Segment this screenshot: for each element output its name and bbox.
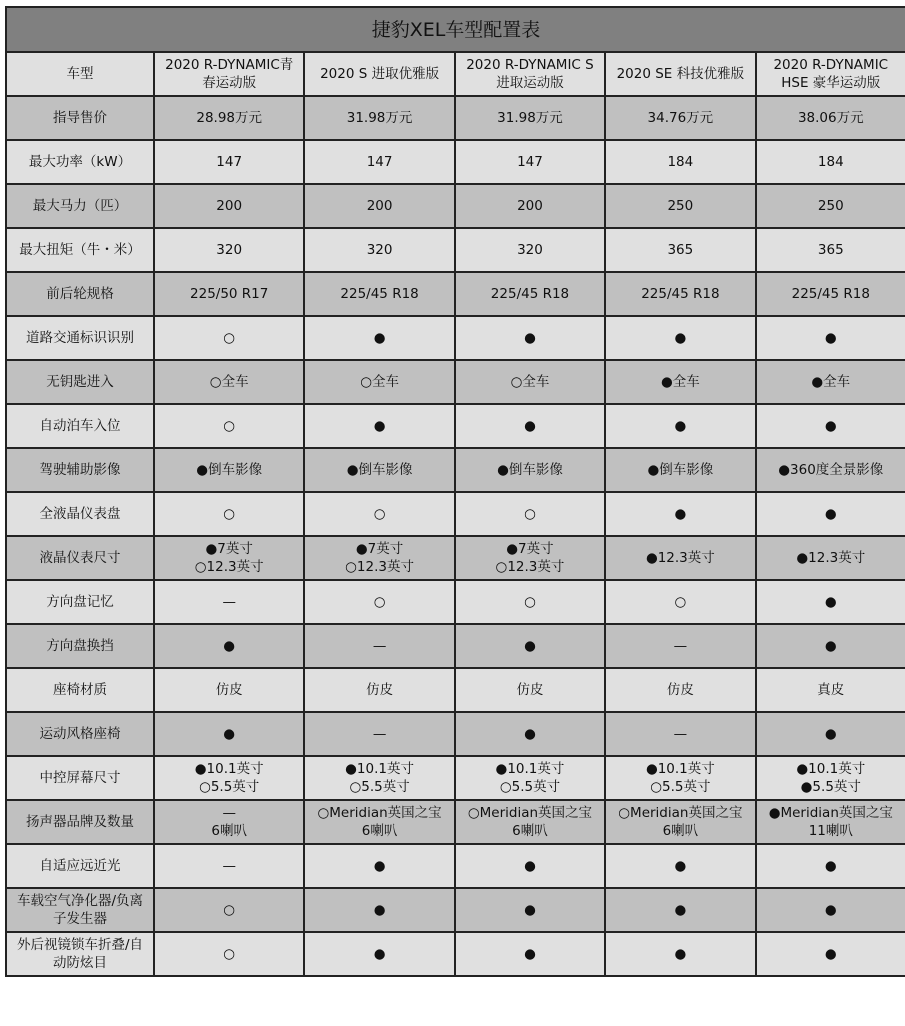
- header-label: 车型: [6, 52, 154, 96]
- cell-value: — 6喇叭: [154, 800, 304, 844]
- row-label: 方向盘记忆: [6, 580, 154, 624]
- cell-value: ●: [455, 404, 605, 448]
- cell-value: 184: [605, 140, 755, 184]
- cell-value: ●: [605, 844, 755, 888]
- cell-value: ●倒车影像: [605, 448, 755, 492]
- cell-value: ●: [756, 888, 905, 932]
- cell-value: ●倒车影像: [455, 448, 605, 492]
- table-row: [6, 756, 905, 800]
- cell-value: 31.98万元: [455, 96, 605, 140]
- cell-value: 147: [304, 140, 454, 184]
- cell-value: ●: [756, 624, 905, 668]
- cell-value: ○全车: [455, 360, 605, 404]
- cell-value: ●: [304, 932, 454, 976]
- cell-value: 225/45 R18: [304, 272, 454, 316]
- cell-value: ●: [756, 404, 905, 448]
- cell-value: 200: [154, 184, 304, 228]
- cell-value: 仿皮: [304, 668, 454, 712]
- cell-value: —: [304, 712, 454, 756]
- table-row: [6, 448, 905, 492]
- cell-value: ○全车: [304, 360, 454, 404]
- model-header: 2020 R-DYNAMIC S 进取运动版: [455, 52, 605, 96]
- cell-value: ●: [304, 404, 454, 448]
- cell-value: 38.06万元: [756, 96, 905, 140]
- header-row: [6, 52, 905, 96]
- row-label: 全液晶仪表盘: [6, 492, 154, 536]
- cell-value: ●7英寸 ○12.3英寸: [154, 536, 304, 580]
- row-label: 道路交通标识识别: [6, 316, 154, 360]
- cell-value: 仿皮: [154, 668, 304, 712]
- cell-value: ○: [154, 932, 304, 976]
- cell-value: ●: [756, 844, 905, 888]
- cell-value: ○: [304, 492, 454, 536]
- cell-value: ●10.1英寸 ●5.5英寸: [756, 756, 905, 800]
- row-label: 座椅材质: [6, 668, 154, 712]
- table-row: [6, 228, 905, 272]
- table-row: [6, 844, 905, 888]
- cell-value: 147: [455, 140, 605, 184]
- cell-value: ○: [455, 580, 605, 624]
- cell-value: ●12.3英寸: [756, 536, 905, 580]
- cell-value: ●: [605, 404, 755, 448]
- cell-value: ●: [756, 712, 905, 756]
- row-label: 驾驶辅助影像: [6, 448, 154, 492]
- cell-value: 320: [455, 228, 605, 272]
- cell-value: —: [154, 580, 304, 624]
- cell-value: ●: [756, 580, 905, 624]
- row-label: 最大扭矩（牛・米）: [6, 228, 154, 272]
- row-label: 外后视镜锁车折叠/自 动防炫目: [6, 932, 154, 976]
- table-row: [6, 888, 905, 932]
- cell-value: 200: [455, 184, 605, 228]
- cell-value: ○Meridian英国之宝 6喇叭: [455, 800, 605, 844]
- cell-value: 34.76万元: [605, 96, 755, 140]
- model-header: 2020 S 进取优雅版: [304, 52, 454, 96]
- cell-value: ○: [154, 316, 304, 360]
- cell-value: ●10.1英寸 ○5.5英寸: [304, 756, 454, 800]
- cell-value: ○: [154, 888, 304, 932]
- cell-value: 225/45 R18: [756, 272, 905, 316]
- cell-value: ●: [455, 844, 605, 888]
- cell-value: ●: [304, 888, 454, 932]
- cell-value: —: [605, 624, 755, 668]
- table-row: [6, 404, 905, 448]
- cell-value: ●: [455, 624, 605, 668]
- cell-value: 184: [756, 140, 905, 184]
- cell-value: ●: [605, 888, 755, 932]
- table-row: [6, 712, 905, 756]
- row-label: 前后轮规格: [6, 272, 154, 316]
- cell-value: ○: [154, 404, 304, 448]
- cell-value: ●倒车影像: [304, 448, 454, 492]
- cell-value: ●: [455, 316, 605, 360]
- table-row: [6, 800, 905, 844]
- cell-value: ●10.1英寸 ○5.5英寸: [605, 756, 755, 800]
- cell-value: ●: [455, 888, 605, 932]
- cell-value: ○Meridian英国之宝 6喇叭: [304, 800, 454, 844]
- table-row: [6, 492, 905, 536]
- cell-value: 仿皮: [455, 668, 605, 712]
- cell-value: ●7英寸 ○12.3英寸: [304, 536, 454, 580]
- cell-value: 真皮: [756, 668, 905, 712]
- model-header: 2020 R-DYNAMIC青 春运动版: [154, 52, 304, 96]
- table-title: 捷豹XEL车型配置表: [6, 7, 905, 52]
- row-label: 指导售价: [6, 96, 154, 140]
- cell-value: 250: [605, 184, 755, 228]
- cell-value: ●: [605, 316, 755, 360]
- row-label: 无钥匙进入: [6, 360, 154, 404]
- cell-value: ●12.3英寸: [605, 536, 755, 580]
- row-label: 中控屏幕尺寸: [6, 756, 154, 800]
- table-row: [6, 668, 905, 712]
- table-row: [6, 624, 905, 668]
- cell-value: 200: [304, 184, 454, 228]
- cell-value: —: [154, 844, 304, 888]
- row-label: 液晶仪表尺寸: [6, 536, 154, 580]
- cell-value: ●: [304, 316, 454, 360]
- cell-value: ●: [154, 624, 304, 668]
- row-label: 扬声器品牌及数量: [6, 800, 154, 844]
- table-row: [6, 316, 905, 360]
- cell-value: 147: [154, 140, 304, 184]
- cell-value: ●: [304, 844, 454, 888]
- cell-value: 320: [304, 228, 454, 272]
- title-row: [6, 7, 905, 52]
- cell-value: ●: [756, 932, 905, 976]
- row-label: 方向盘换挡: [6, 624, 154, 668]
- cell-value: ●倒车影像: [154, 448, 304, 492]
- cell-value: —: [304, 624, 454, 668]
- cell-value: —: [605, 712, 755, 756]
- row-label: 车载空气净化器/负离 子发生器: [6, 888, 154, 932]
- cell-value: 320: [154, 228, 304, 272]
- row-label: 最大功率（kW）: [6, 140, 154, 184]
- cell-value: ●360度全景影像: [756, 448, 905, 492]
- cell-value: 仿皮: [605, 668, 755, 712]
- cell-value: 365: [605, 228, 755, 272]
- cell-value: ●Meridian英国之宝 11喇叭: [756, 800, 905, 844]
- cell-value: ●10.1英寸 ○5.5英寸: [154, 756, 304, 800]
- model-header: 2020 SE 科技优雅版: [605, 52, 755, 96]
- row-label: 自适应远近光: [6, 844, 154, 888]
- cell-value: ○: [154, 492, 304, 536]
- cell-value: ●全车: [605, 360, 755, 404]
- cell-value: 225/50 R17: [154, 272, 304, 316]
- table-row: [6, 184, 905, 228]
- table-row: [6, 580, 905, 624]
- cell-value: ●全车: [756, 360, 905, 404]
- table-row: [6, 360, 905, 404]
- table-row: [6, 536, 905, 580]
- table-row: [6, 140, 905, 184]
- cell-value: 250: [756, 184, 905, 228]
- row-label: 运动风格座椅: [6, 712, 154, 756]
- cell-value: 225/45 R18: [455, 272, 605, 316]
- cell-value: ●: [605, 492, 755, 536]
- cell-value: ○全车: [154, 360, 304, 404]
- cell-value: ●: [455, 712, 605, 756]
- row-label: 自动泊车入位: [6, 404, 154, 448]
- model-header: 2020 R-DYNAMIC HSE 豪华运动版: [756, 52, 905, 96]
- cell-value: ●7英寸 ○12.3英寸: [455, 536, 605, 580]
- cell-value: 365: [756, 228, 905, 272]
- cell-value: ●: [455, 932, 605, 976]
- cell-value: ○: [304, 580, 454, 624]
- cell-value: 28.98万元: [154, 96, 304, 140]
- cell-value: ●: [605, 932, 755, 976]
- cell-value: ●: [154, 712, 304, 756]
- cell-value: 31.98万元: [304, 96, 454, 140]
- cell-value: ●: [756, 316, 905, 360]
- cell-value: ●: [756, 492, 905, 536]
- cell-value: ○: [605, 580, 755, 624]
- table-row: [6, 932, 905, 976]
- cell-value: 225/45 R18: [605, 272, 755, 316]
- table-row: [6, 272, 905, 316]
- row-label: 最大马力（匹）: [6, 184, 154, 228]
- cell-value: ○Meridian英国之宝 6喇叭: [605, 800, 755, 844]
- table-row: [6, 96, 905, 140]
- config-table: [5, 6, 905, 977]
- cell-value: ○: [455, 492, 605, 536]
- cell-value: ●10.1英寸 ○5.5英寸: [455, 756, 605, 800]
